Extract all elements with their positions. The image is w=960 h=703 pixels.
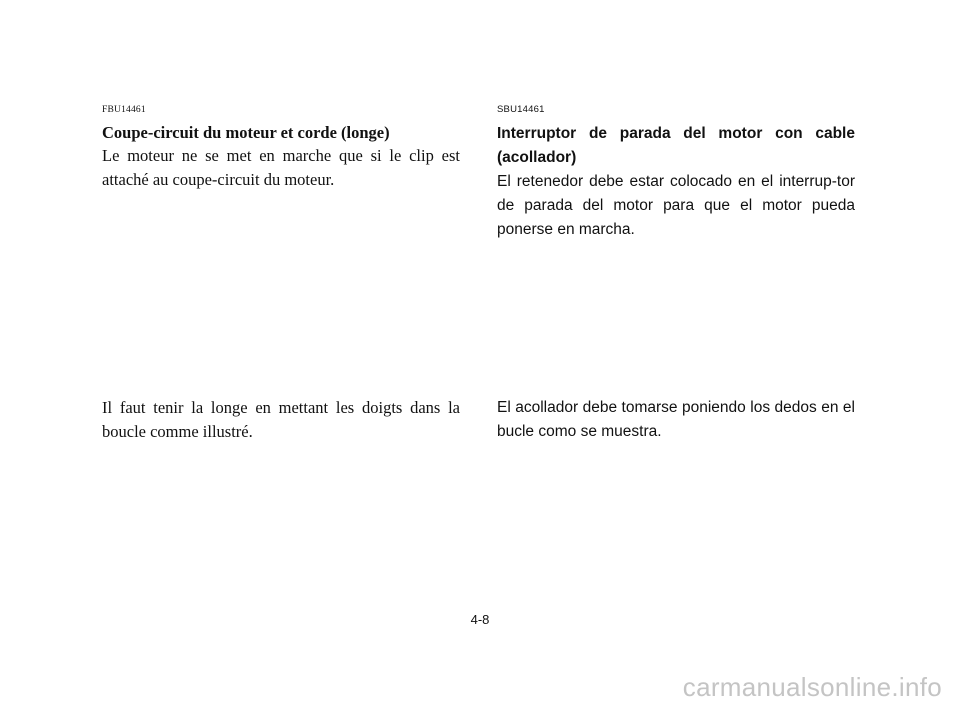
spanish-instruction-block	[497, 396, 855, 444]
spanish-instruction-paragraph: El acollador debe tomarse poniendo los dedos en el bucle como se muestra.	[497, 399, 855, 440]
french-heading: Coupe-circuit du moteur et corde (longe)	[102, 123, 390, 142]
french-instruction-block	[102, 396, 460, 444]
french-intro-paragraph: Le moteur ne se met en marche que si le clip est attaché au coupe-circuit du moteur.	[102, 146, 460, 189]
watermark-text: carmanualsonline.info	[682, 672, 942, 702]
spanish-heading: Interruptor de parada del motor con cable (acollador)	[497, 125, 855, 166]
french-section	[102, 104, 460, 192]
spanish-intro-paragraph: El retenedor debe estar colocado en el interrup-tor de parada del motor para que el motor pueda ponerse en marcha.	[497, 173, 855, 238]
french-section-code: FBU14461	[102, 105, 146, 115]
spanish-section-code: SBU14461	[497, 104, 545, 115]
page-number: 4-8	[470, 612, 490, 627]
spanish-section	[497, 104, 855, 242]
french-instruction-paragraph: Il faut tenir la longe en mettant les doigts dans la boucle comme illustré.	[102, 398, 460, 441]
